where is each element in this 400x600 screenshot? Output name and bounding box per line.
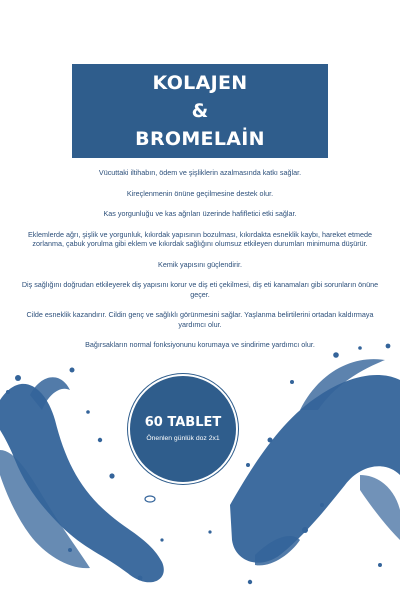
benefit-item: Bağırsakların normal fonksiyonunu korumaya ve sindirime yardımcı olur. <box>85 340 315 349</box>
benefit-item: Cilde esneklik kazandırır. Cildin genç ve sağlıklı görünmesini sağlar. Yaşlanma belirtilerini ortadan kaldırmaya yardımcı olur. <box>26 310 374 329</box>
benefit-item: Eklemlerde ağrı, şişlik ve yorgunluk, kıkırdak yapısının bozulması, kıkırdakta esneklik kaybı, hareket etmede zorlanma, çabuk yorulma gibi eklem ve kıkırdak sağlığını olumsuz etkileyen durumları minimuma düşürür. <box>28 229 372 248</box>
tablet-count-badge <box>128 374 238 484</box>
title-line-kolajen: KOLAJEN <box>152 72 248 94</box>
title-line-ampersand: & <box>191 100 209 122</box>
benefit-item: Diş sağlığını doğrudan etkileyerek diş yapısını korur ve diş eti çekilmesi, diş eti kanamaları gibi sorunların önüne geçer. <box>21 280 379 299</box>
benefit-item: Vücuttaki iltihabın, ödem ve şişliklerin azalmasında katkı sağlar. <box>98 168 302 177</box>
recommended-dose: Önenlen günlük doz 2x1 <box>146 435 220 442</box>
title-banner <box>72 64 328 158</box>
benefit-item: Kemik yapısını güçlendirir. <box>158 259 242 269</box>
benefit-item: Kireçlenmenin önüne geçilmesine destek olur. <box>126 188 274 198</box>
benefit-item: Kas yorgunluğu ve kas ağrıları üzerinde hafifletici etki sağlar. <box>103 209 297 218</box>
tablet-count: 60 TABLET <box>144 415 222 430</box>
title-line-bromelain: BROMELAİN <box>135 128 265 150</box>
